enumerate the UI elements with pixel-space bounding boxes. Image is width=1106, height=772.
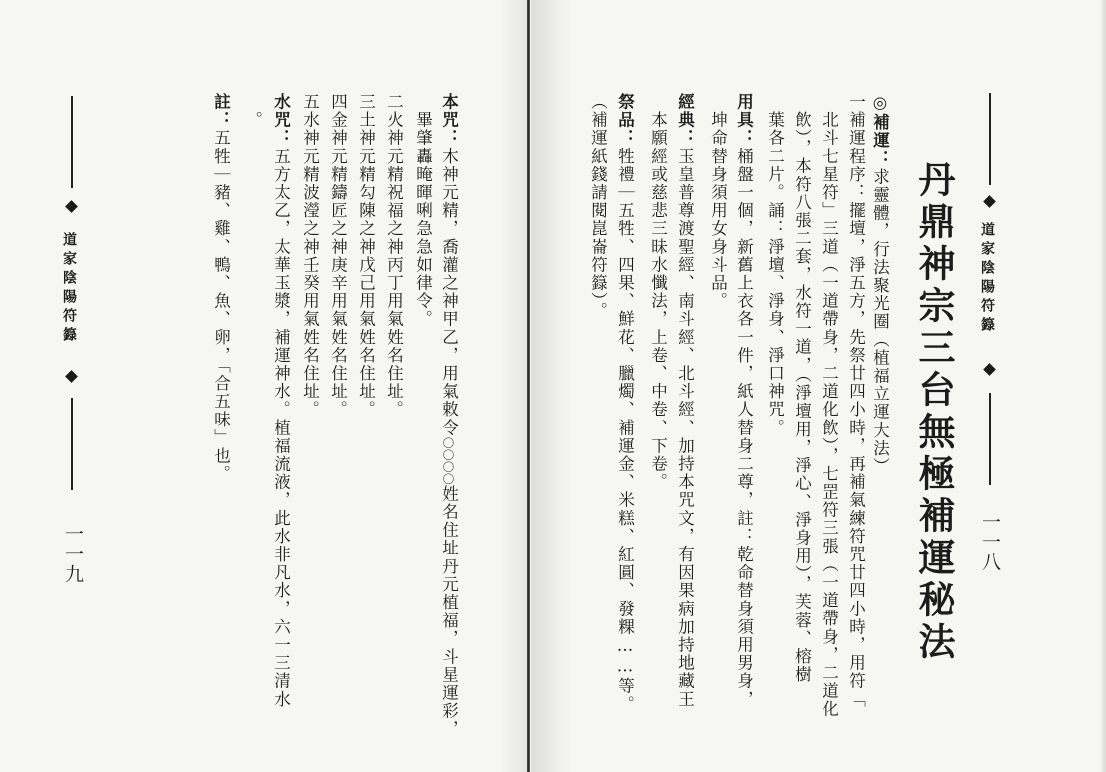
column-text: 求靈體，行法聚光圈（植福立運大法） (870, 167, 890, 476)
column-text: 一補運程序：擺壇，淨五方，先祭廿四小時，再補氣練符咒廿四小時，用符「 (846, 93, 866, 709)
column-text: 五牲｜豬、雞、鴨、魚、卵，「合五味」也。 (211, 129, 231, 483)
right-column-7 (709, 93, 726, 310)
column-text: 葉各二片。誦：淨壇、淨身、淨口神咒。 (765, 93, 785, 437)
column-text: 五水神元精波瀅之神壬癸用氣姓名住址。 (300, 93, 320, 419)
header-rule-bottom (989, 393, 991, 485)
column-text: 。 (243, 93, 263, 130)
right-column-8 (676, 93, 693, 708)
left-column-9 (212, 93, 229, 483)
left-page (0, 0, 530, 772)
left-column-7 (272, 93, 289, 708)
page-title: 丹鼎神宗三台無極補運秘法 (912, 160, 955, 664)
page-number: 一一八 (979, 512, 1001, 572)
left-column-1 (440, 93, 457, 738)
header-rule-top (989, 93, 991, 185)
column-label: 註： (211, 93, 231, 130)
page-shadow (531, 0, 571, 772)
column-text: 玉皇普尊渡聖經、南斗經、北斗經、加持本咒文，有因果病加持地藏王 (675, 147, 695, 709)
right-column-3 (820, 93, 837, 718)
left-column-8 (244, 93, 261, 129)
left-column-4 (357, 93, 374, 419)
diamond-ornament-icon (983, 195, 996, 208)
column-text: 北斗七星符」三道（一道帶身，二道化飲），七罡符三張（一道帶身，二道化 (819, 93, 839, 719)
left-column-6 (301, 93, 318, 419)
column-text: 坤命替身須用女身斗品。 (708, 93, 728, 311)
column-subscript: 〇〇〇〇 (441, 436, 456, 485)
diamond-ornament-icon (65, 370, 78, 383)
column-text: 牲禮｜五牲、四果、鮮花、臘燭、補運金、米糕、紅圓、發粿……等。 (615, 147, 635, 714)
column-text: 桶盤一個，新舊上衣各一件，紙人替身二尊，註：乾命替身須用男身， (734, 147, 754, 709)
column-text: 四金神元精鑄匠之神庚辛用氣姓名住址。 (328, 93, 348, 419)
right-page (531, 0, 1106, 772)
right-column-9 (649, 93, 666, 491)
column-text: 二火神元精祝福之神丙丁用氣姓名住址。 (384, 93, 404, 419)
right-column-2 (847, 93, 864, 708)
column-label: 水咒： (271, 93, 291, 148)
column-label: 用具： (734, 93, 754, 148)
page-number: 一一九 (62, 524, 84, 584)
diamond-ornament-icon (65, 200, 78, 213)
header-rule-top (71, 96, 73, 188)
page-edge (1100, 0, 1106, 772)
header-text: 道家陰陽符籙 (61, 232, 77, 346)
right-column-6 (735, 93, 752, 708)
column-text: 木神元精，喬灌之神甲乙，用氣敕令 (439, 147, 459, 437)
header-text: 道家陰陽符籙 (979, 222, 995, 336)
column-label: 祭品： (615, 93, 635, 148)
book-gutter (527, 0, 530, 772)
column-text: （補運紙錢請閱崑崙符籙）。 (588, 93, 608, 321)
left-column-5 (329, 93, 346, 419)
right-column-5 (766, 93, 783, 437)
column-label: ◎補運： (870, 93, 890, 168)
right-column-10 (616, 93, 633, 713)
right-column-4 (793, 93, 810, 684)
column-label: 經典： (675, 93, 695, 148)
column-text: 三土神元精勾陳之神戊己用氣姓名住址。 (356, 93, 376, 419)
right-column-1 (871, 93, 888, 476)
header-rule-bottom (71, 398, 73, 490)
left-column-3 (385, 93, 402, 419)
left-column-2 (414, 93, 431, 328)
diamond-ornament-icon (983, 363, 996, 376)
column-label: 本咒： (439, 93, 459, 148)
column-text: 飲），本符八張二套，水符一道，（淨壇用，淨心、淨身用），芙蓉、榕樹 (792, 93, 812, 684)
column-text-tail: 姓名住址丹元植福，斗星運彩， (439, 484, 459, 739)
page-shadow (500, 0, 530, 772)
column-text: 畢肇轟晻暉唎急急如律令。 (413, 93, 433, 329)
column-text: 本願經或慈悲三昧水懺法，上卷、中卷、下卷。 (648, 93, 668, 492)
right-column-11 (589, 93, 606, 320)
column-text: 五方太乙，太華玉漿，補運神水。植福流液，此水非凡水，六一三清水 (271, 147, 291, 709)
